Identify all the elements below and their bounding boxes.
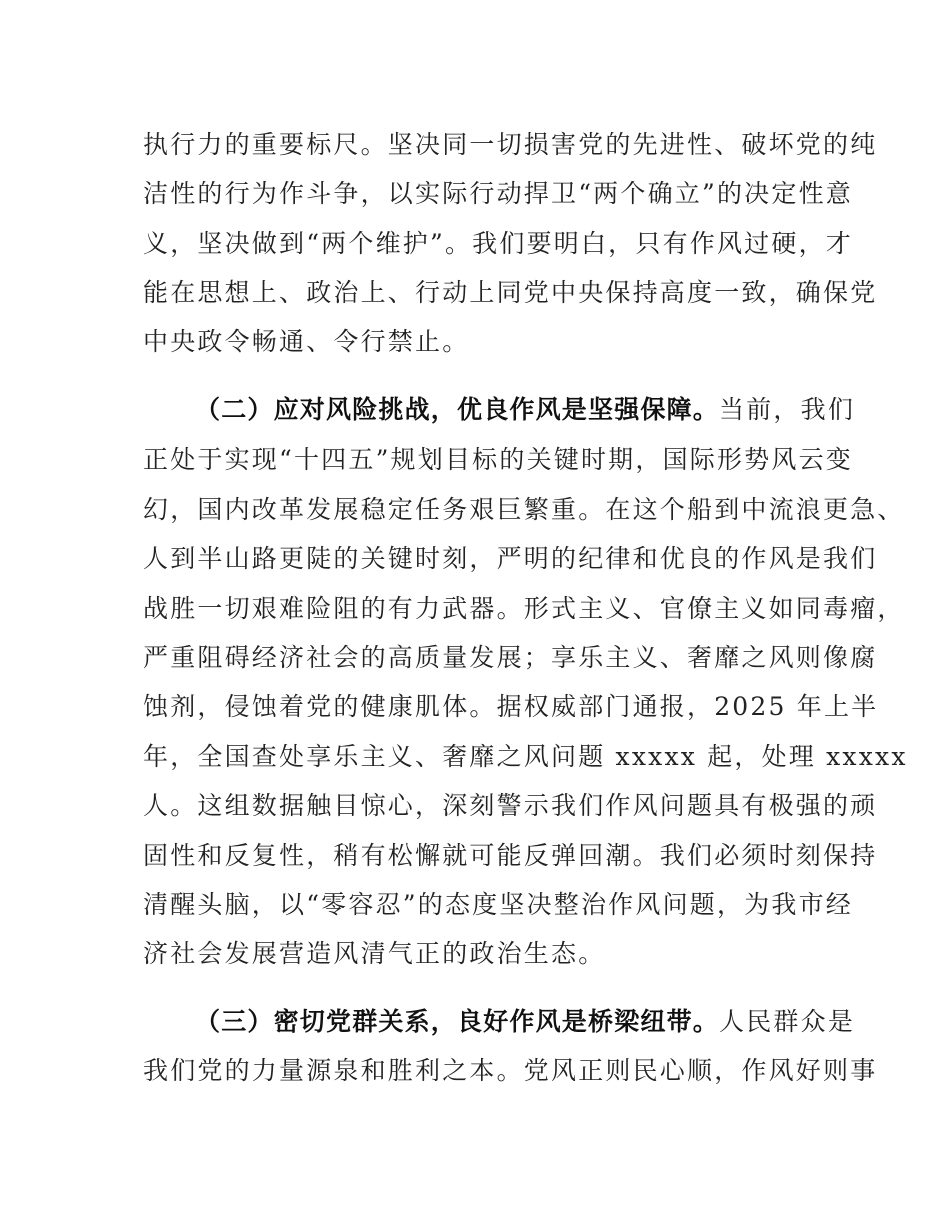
paragraph-line: 义，坚决做到“两个维护”。我们要明白，只有作风过硬，才 — [143, 229, 853, 258]
paragraph-first-line — [195, 393, 855, 427]
paragraph-line: 中央政令畅通、令行禁止。 — [143, 327, 470, 356]
paragraph-text: 人民群众是 — [719, 1007, 856, 1036]
paragraph-line: 严重阻碍经济社会的高质量发展；享乐主义、奢靡之风则像腐 — [143, 643, 878, 672]
paragraph-line: 洁性的行为作斗争，以实际行动捍卫“两个确立”的决定性意 — [143, 179, 853, 208]
paragraph-line: 固性和反复性，稍有松懈就可能反弹回潮。我们必须时刻保持 — [143, 841, 878, 870]
section-heading: （三）密切党群关系，良好作风是桥梁纽带。 — [195, 1007, 720, 1036]
paragraph-line: 幻，国内改革发展稳定任务艰巨繁重。在这个船到中流浪更急、 — [143, 495, 905, 524]
paragraph-line: 人到半山路更陡的关键时刻，严明的纪律和优良的作风是我们 — [143, 544, 878, 573]
paragraph-line: 我们党的力量源泉和胜利之本。党风正则民心顺，作风好则事 — [143, 1056, 878, 1085]
paragraph-line: 济社会发展营造风清气正的政治生态。 — [143, 939, 606, 968]
paragraph-line: 正处于实现“十四五”规划目标的关键时期，国际形势风云变 — [143, 445, 853, 474]
paragraph-line: 能在思想上、政治上、行动上同党中央保持高度一致，确保党 — [143, 278, 878, 307]
paragraph-line: 战胜一切艰难险阻的有力武器。形式主义、官僚主义如同毒瘤， — [143, 594, 905, 623]
paragraph-line: 执行力的重要标尺。坚决同一切损害党的先进性、破坏党的纯 — [143, 130, 878, 159]
paragraph-text: 当前，我们 — [719, 395, 856, 424]
paragraph-first-line — [195, 1005, 855, 1039]
section-heading: （二）应对风险挑战，优良作风是坚强保障。 — [195, 395, 720, 424]
paragraph-line: 年，全国查处享乐主义、奢靡之风问题 xxxxx 起，处理 xxxxx — [143, 742, 908, 771]
paragraph-line: 蚀剂，侵蚀着党的健康肌体。据权威部门通报，2025 年上半 — [143, 692, 879, 721]
paragraph-line: 人。这组数据触目惊心，深刻警示我们作风问题具有极强的顽 — [143, 791, 878, 820]
paragraph-line: 清醒头脑，以“零容忍”的态度坚决整治作风问题，为我市经 — [143, 890, 853, 919]
